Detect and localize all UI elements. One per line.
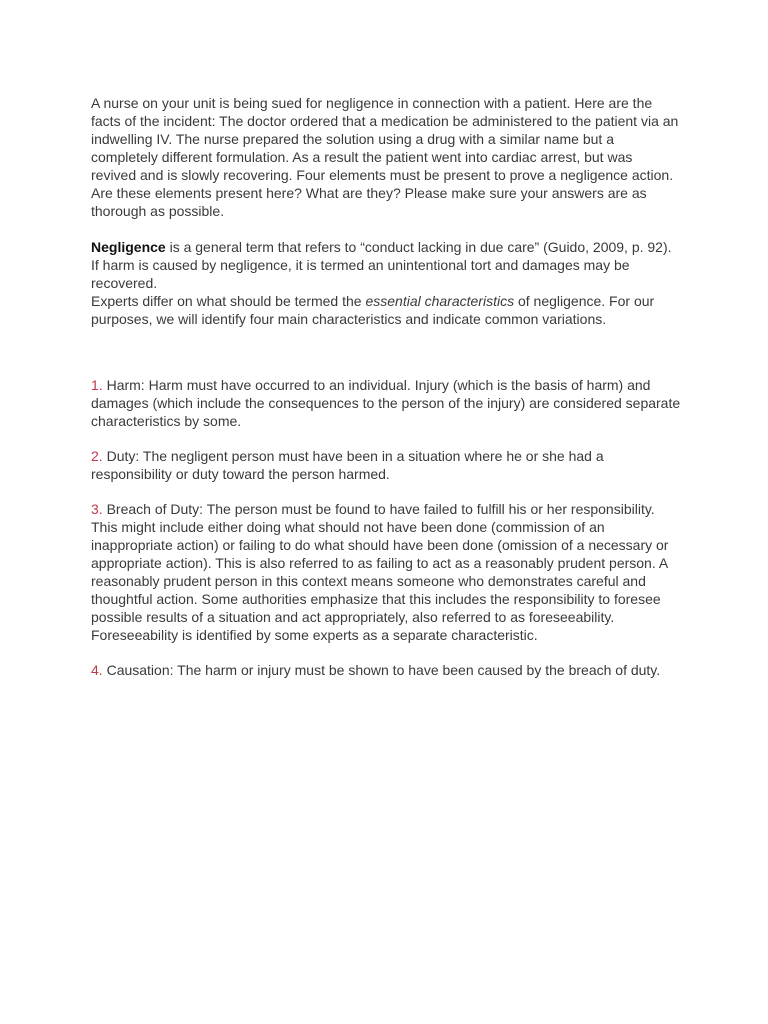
list-item-causation [91, 661, 681, 679]
list-item-harm [91, 376, 681, 430]
definition-line-1 [91, 238, 681, 256]
intro-paragraph: A nurse on your unit is being sued for negligence in connection with a patient. Here are the facts of the incident: The doctor ordered that a medication be administered to the patient via an indwelling IV. The nurse prepared the solution using a drug with a similar name but a completely different formulation. As a result the patient went into cardiac arrest, but was revived and is slowly recovering. Four elements must be present to prove a negligence action. Are these elements present here? What are they? Please make sure your answers are as thorough as possible. [91, 95, 679, 219]
item-number: 3. [91, 501, 103, 517]
list-item-breach-of-duty [91, 500, 681, 644]
definition-line-2: If harm is caused by negligence, it is termed an unintentional tort and damages may be recovered. [91, 257, 630, 291]
item-number: 2. [91, 448, 103, 464]
document-page [91, 94, 681, 696]
list-item-duty [91, 447, 681, 483]
item-text: Duty: The negligent person must have been in a situation where he or she had a responsibility or duty toward the person harmed. [91, 448, 604, 482]
item-text: Causation: The harm or injury must be shown to have been caused by the breach of duty. [102, 662, 661, 678]
item-number: 1. [91, 377, 103, 393]
item-number: 4. [91, 662, 103, 678]
item-text: Breach of Duty: The person must be found to have failed to fulfill his or her responsibility. This might include either doing what should not have been done (commission of an inappropriate action) or failing to do what should have been done (omission of a necessary or appropriate action). This is also referred to as failing to act as a reasonably prudent person. A reasonably prudent person in this context means someone who demonstrates careful and thoughtful action. Some authorities emphasize that this includes the responsibility to foresee possible results of a situation and act appropriately, also referred to as foreseeability. Foreseeability is identified by some experts as a separate characteristic. [91, 501, 669, 643]
item-text: Harm: Harm must have occurred to an individual. Injury (which is the basis of harm) and damages (which include the consequences to the person of the injury) are considered separate characteristics by some. [91, 377, 681, 429]
negligence-term: Negligence [91, 239, 166, 255]
definition-block [91, 238, 681, 328]
essential-characteristics-emphasis: essential characteristics [365, 293, 515, 309]
definition-line-3: Experts differ on what should be termed the essential characteristics of negligence. For our purposes, we will identify four main characteristics and indicate common variations. [91, 293, 655, 327]
definition-text: is a general term that refers to “conduct lacking in due care” (Guido, 2009, p. 92). [165, 239, 672, 255]
